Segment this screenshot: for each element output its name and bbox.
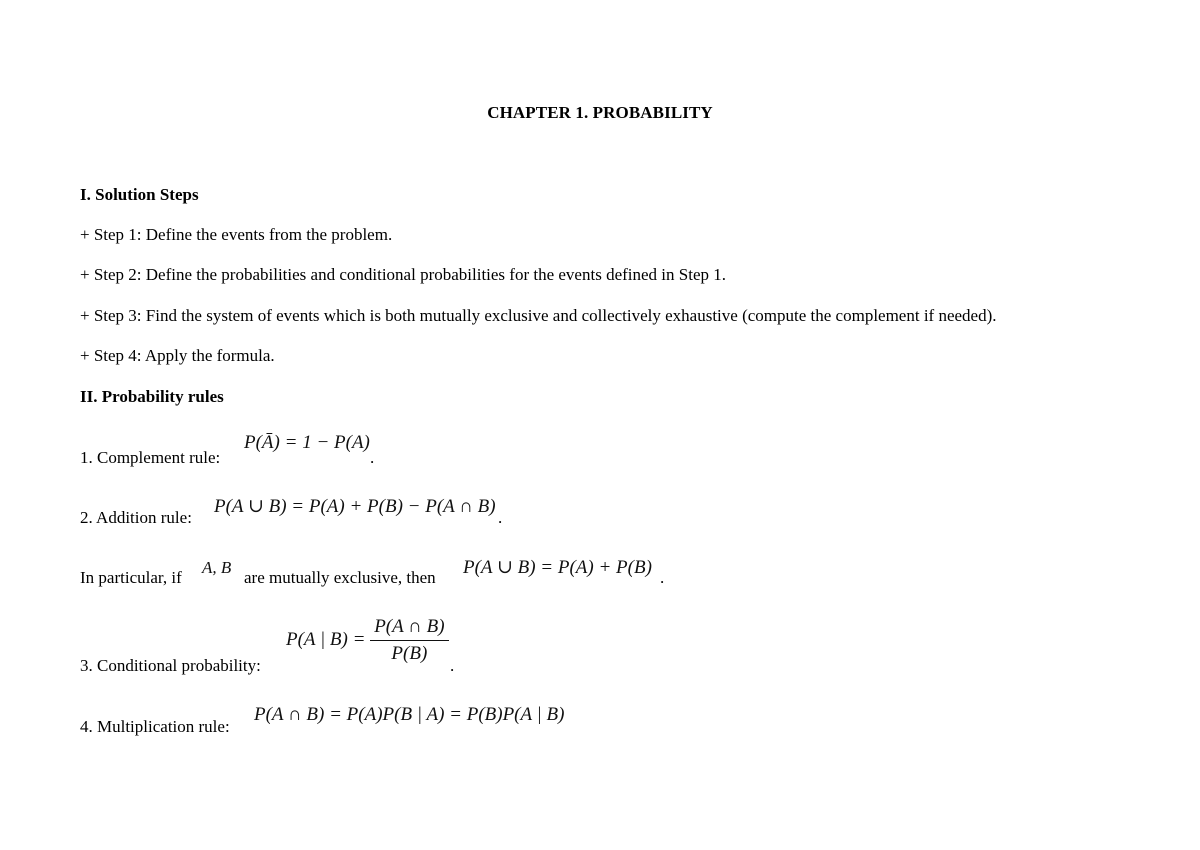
page-title: CHAPTER 1. PROBABILITY <box>487 103 713 122</box>
conditional-formula <box>286 616 449 665</box>
section-heading-probability-rules: II. Probability rules <box>80 387 224 406</box>
particular-events: A, B <box>202 558 232 577</box>
multiplication-formula: P(A ∩ B) = P(A)P(B | A) = P(B)P(A | B) <box>254 704 565 725</box>
conditional-period: . <box>450 656 455 675</box>
step-3: + Step 3: Find the system of events which is both mutually exclusive and collectively exhaustive (compute the complement if needed). <box>80 306 997 325</box>
complement-rule-label: 1. Complement rule: <box>80 448 221 467</box>
particular-middle: are mutually exclusive, then <box>244 568 436 587</box>
complement-rule-period: . <box>370 448 375 467</box>
conditional-fraction <box>370 616 448 665</box>
addition-rule-formula: P(A ∪ B) = P(A) + P(B) − P(A ∩ B) <box>214 496 496 517</box>
complement-formula-text: P(Ā) = 1 − P(A) <box>244 432 370 453</box>
multiplication-label: 4. Multiplication rule: <box>80 717 230 736</box>
addition-rule-label: 2. Addition rule: <box>80 508 192 527</box>
conditional-denominator: P(B) <box>391 643 428 664</box>
conditional-lhs: P(A | B) = <box>286 628 366 650</box>
step-1: + Step 1: Define the events from the problem. <box>80 225 393 244</box>
step-4: + Step 4: Apply the formula. <box>80 346 275 365</box>
particular-prefix: In particular, if <box>80 568 182 587</box>
conditional-numerator: P(A ∩ B) <box>370 616 448 641</box>
section-heading-solution-steps: I. Solution Steps <box>80 185 199 204</box>
particular-formula: P(A ∪ B) = P(A) + P(B) <box>463 557 652 578</box>
addition-rule-period: . <box>498 508 503 527</box>
particular-period: . <box>660 568 665 587</box>
conditional-label: 3. Conditional probability: <box>80 656 261 675</box>
step-2: + Step 2: Define the probabilities and conditional probabilities for the events defined in Step 1. <box>80 265 726 284</box>
complement-rule-formula <box>244 432 370 454</box>
